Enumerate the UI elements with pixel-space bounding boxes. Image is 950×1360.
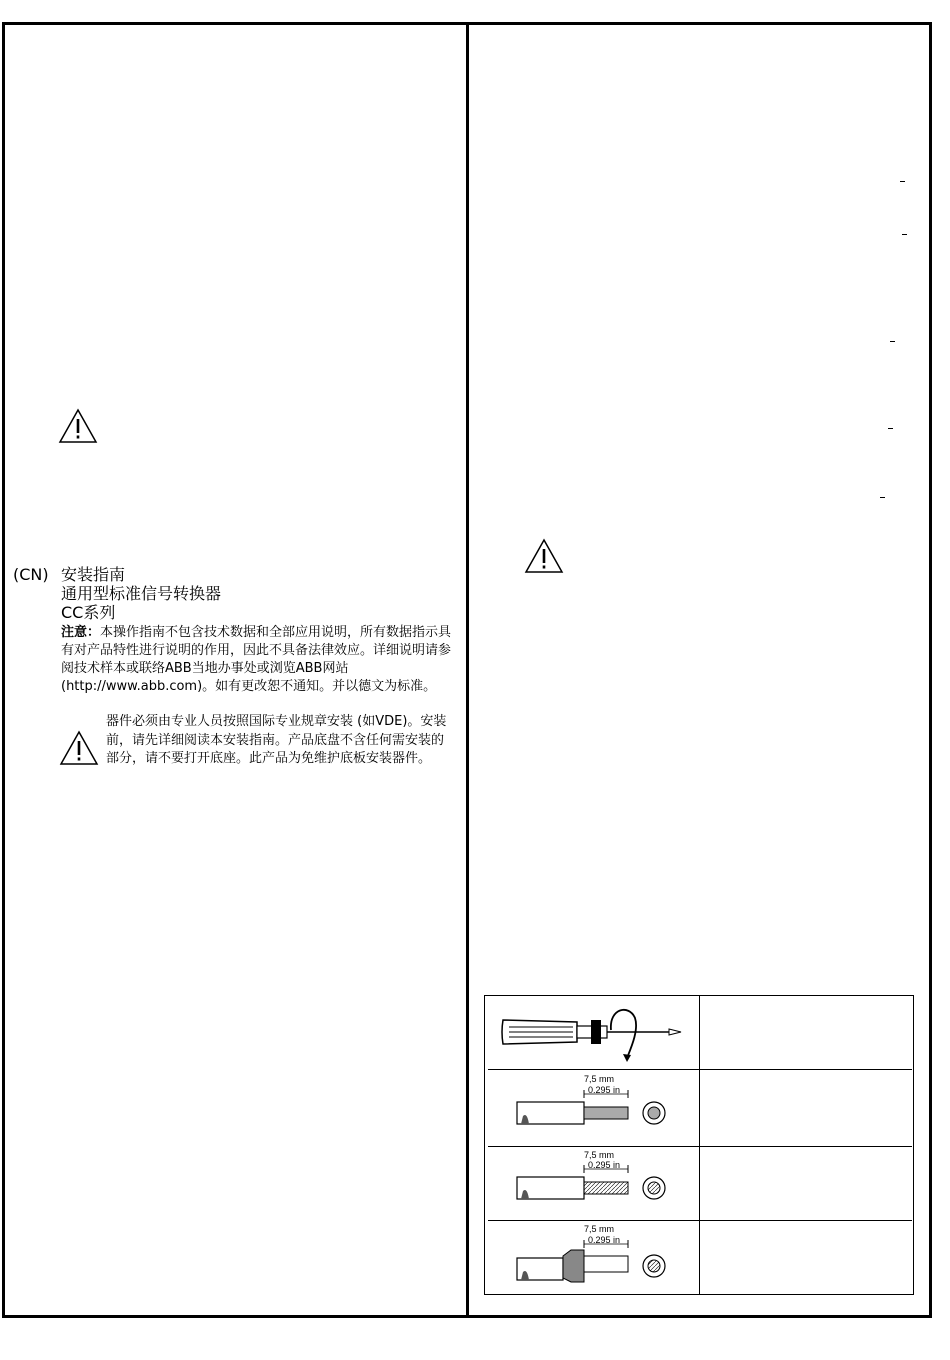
dash-mark [880,497,885,498]
strip-length-mm: 7,5 mm [584,1074,615,1084]
strip-length-mm: 7,5 mm [584,1150,615,1160]
dash-mark [902,234,907,235]
dash-mark [900,181,905,182]
note-text: 本操作指南不包含技术数据和全部应用说明，所有数据指示具有对产品特性进行说明的作用，因此不具备法律效应。详细说明请参阅技术样本或联络ABB当地办事处或浏览ABB网站 (http://www.abb.com)。如有更改恕不通知。并以德文为标准。 [61,625,452,694]
title: 安装指南 [61,565,126,584]
note-paragraph [61,624,456,696]
note-label: 注意： [61,625,101,640]
wire-prep-table [484,995,914,1295]
warning-text: 器件必须由专业人员按照国际专业规章安装 (如VDE)。安装前，请先详细阅读本安装指南。产品底盘不含任何需安装的部分，请不要打开底座。此产品为免维护底板安装器件。 [106,714,447,766]
dash-mark [888,428,893,429]
ferrule-wire-icon [515,1234,675,1290]
table-rule [488,1146,912,1147]
screwdriver-icon [499,1000,689,1066]
solid-wire-icon [515,1084,675,1140]
series-name: CC系列 [61,603,116,622]
warning-icon [524,538,564,574]
subtitle: 通用型标准信号转换器 [61,584,222,603]
language-code: (CN) [13,565,49,584]
stranded-wire-icon [515,1159,675,1215]
section-title [61,565,221,622]
strip-length-mm: 7,5 mm [584,1224,615,1234]
table-divider [699,996,700,1294]
strip-length-in: 0.295 in [588,1235,621,1245]
table-rule [488,1220,912,1221]
warning-icon [58,408,98,444]
dash-mark [890,341,895,342]
strip-length-in: 0.295 in [588,1160,621,1170]
warning-icon [59,730,99,766]
column-divider [466,22,469,1318]
table-rule [488,1069,912,1070]
strip-length-in: 0.295 in [588,1085,621,1095]
